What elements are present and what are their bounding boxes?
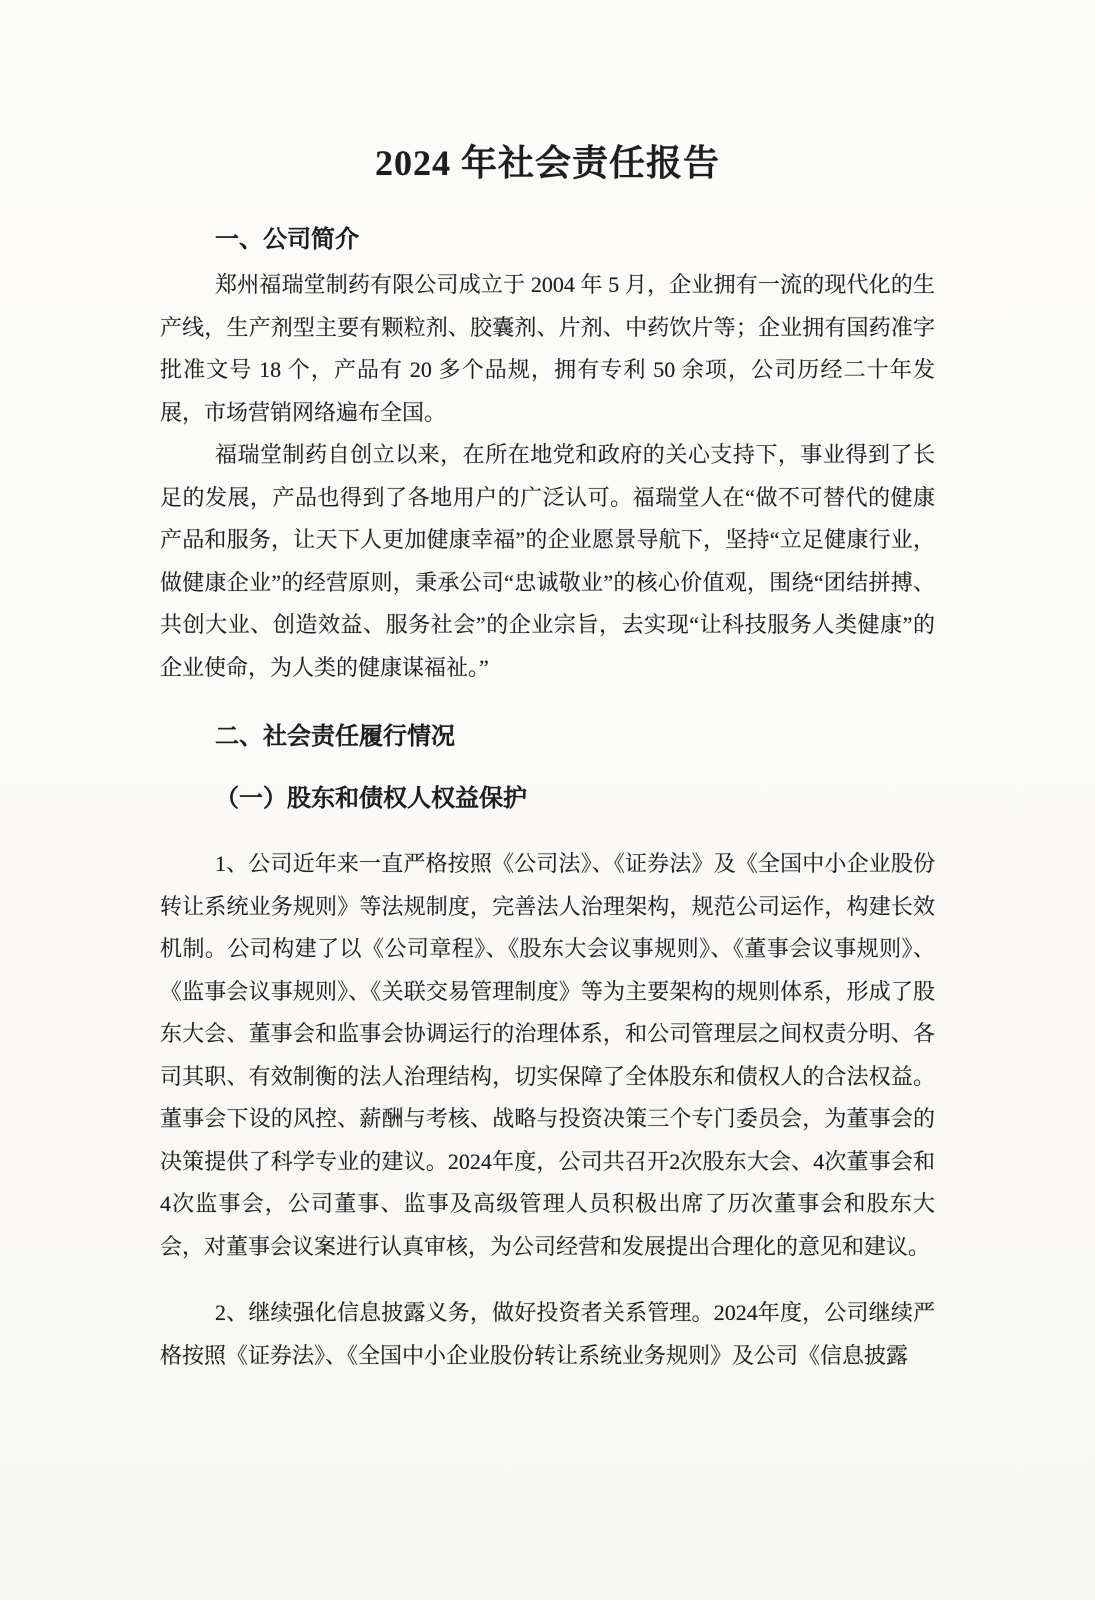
heading-shareholder-creditor-protection: （一）股东和债权人权益保护 bbox=[215, 786, 527, 812]
heading-company-profile: 一、公司简介 bbox=[215, 227, 359, 253]
para-company-vision: 福瑞堂制药自创立以来，在所在地党和政府的关心支持下，事业得到了长足的发展，产品也得到了各地用户的广泛认可。福瑞堂人在“做不可替代的健康产品和服务，让天下人更加健康幸福”的企业愿景导航下，坚持“立足健康行业，做健康企业”的经营原则，秉承公司“忠诚敬业”的核心价值观，围绕“团结拼搏、共创大业、创造效益、服务社会”的企业宗旨，去实现“让科技服务人类健康”的企业使命，为人类的健康谋福祉。” bbox=[160, 442, 935, 680]
document-title: 2024 年社会责任报告 bbox=[374, 143, 720, 183]
heading-csr-performance: 二、社会责任履行情况 bbox=[215, 724, 455, 750]
para-company-overview: 郑州福瑞堂制药有限公司成立于 2004 年 5 月，企业拥有一流的现代化的生产线，生产剂型主要有颗粒剂、胶囊剂、片剂、中药饮片等；企业拥有国药准字批准文号 18 个，产品有 20 多个品规，拥有专利 50 余项，公司历经二十年发展，市场营销网络遍布全国。 bbox=[160, 272, 935, 425]
para-corporate-governance: 1、公司近年来一直严格按照《公司法》、《证券法》及《全国中小企业股份转让系统业务规则》等法规制度，完善法人治理架构，规范公司运作，构建长效机制。公司构建了以《公司章程》、《股东大会议事规则》、《董事会议事规则》、《监事会议事规则》、《关联交易管理制度》等为主要架构的规则体系，形成了股东大会、董事会和监事会协调运行的治理体系，和公司管理层之间权责分明、各司其职、有效制衡的法人治理结构，切实保障了全体股东和债权人的合法权益。董事会下设的风控、薪酬与考核、战略与投资决策三个专门委员会，为董事会的决策提供了科学专业的建议。2024年度，公司共召开2次股东大会、4次董事会和4次监事会，公司董事、监事及高级管理人员积极出席了历次董事会和股东大会，对董事会议案进行认真审核，为公司经营和发展提出合理化的意见和建议。 bbox=[160, 851, 935, 1259]
para-info-disclosure: 2、继续强化信息披露义务，做好投资者关系管理。2024年度，公司继续严格按照《证券法》、《全国中小企业股份转让系统业务规则》及公司《信息披露 bbox=[160, 1300, 935, 1368]
